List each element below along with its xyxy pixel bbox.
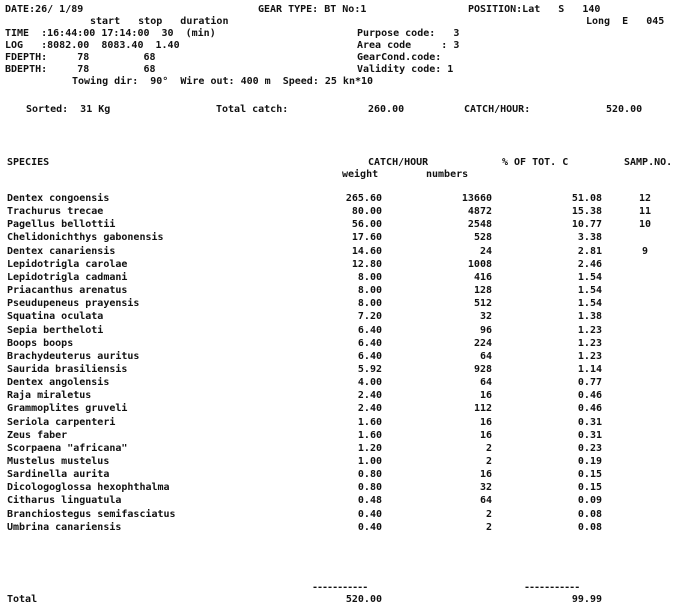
catch-numbers: 2 [485,442,492,454]
percent-of-total: 0.15 [577,469,602,481]
position-lat-label: POSITION:Lat S 140 [468,4,601,15]
catch-weight: 80.00 [351,206,382,218]
catch-weight: 14.60 [351,245,382,257]
gear-type-label: GEAR TYPE: BT No:1 [258,4,367,15]
table-row [0,245,700,258]
weight-header: weight [342,169,379,180]
table-row [0,271,700,284]
species-name: Dentex canariensis [7,245,116,257]
species-name: Sepia bertheloti [7,324,104,336]
catch-numbers: 24 [479,245,492,257]
species-name: Citharus linguatula [7,495,122,507]
log-row: LOG :8082.00 8083.40 1.40 [5,40,180,51]
catch-numbers: 16 [479,469,492,481]
percent-of-total: 0.15 [577,482,602,494]
table-row [0,455,700,468]
pct-tot-header: % OF TOT. C [502,157,569,168]
percent-of-total: 3.38 [577,232,602,244]
catch-weight: 6.40 [357,337,382,349]
species-name: Priacanthus arenatus [7,285,128,297]
table-row [0,231,700,244]
validity-code: Validity code: 1 [357,64,454,75]
catch-weight: 6.40 [357,350,382,362]
table-row [0,429,700,442]
catch-numbers: 32 [479,311,492,323]
percent-of-total: 10.77 [571,219,602,231]
table-row [0,258,700,271]
catch-numbers: 2 [485,508,492,520]
catch-numbers: 64 [479,377,492,389]
catch-numbers: 112 [473,403,492,415]
species-name: Mustelus mustelus [7,456,110,467]
catch-weight: 0.80 [357,482,382,494]
table-row [0,297,700,310]
species-name: Seriola carpenteri [7,416,116,428]
gearcond-code: GearCond.code: [357,52,442,63]
catch-weight: 0.48 [357,495,382,507]
percent-of-total: 0.77 [577,377,602,389]
percent-of-total: 2.81 [577,245,602,257]
catch-weight: 2.40 [357,390,382,402]
sorted-label: Sorted: 31 Kg [26,104,111,115]
table-row [0,192,700,205]
table-row [0,416,700,429]
sample-number: 11 [638,206,652,218]
catch-numbers: 128 [473,285,492,297]
sample-number: 12 [638,193,652,204]
species-name: Branchiostegus semifasciatus [7,508,176,520]
catch-weight: 265.60 [345,193,382,204]
area-code: Area code : 3 [357,40,460,51]
catch-numbers: 4872 [467,206,492,218]
table-row [0,521,700,534]
percent-of-total: 1.38 [577,311,602,323]
species-name: Zeus faber [7,429,68,441]
percent-of-total: 1.54 [577,271,602,283]
position-long-label: Long E 045 [586,16,665,27]
species-name: Brachydeuterus auritus [7,350,140,362]
purpose-code: Purpose code: 3 [357,28,460,39]
catch-weight: 17.60 [351,232,382,244]
species-name: Boops boops [7,337,74,349]
species-name: Umbrina canariensis [7,521,122,533]
percent-of-total: 0.46 [577,390,602,402]
catch-numbers: 2548 [467,219,492,231]
percent-of-total: 0.08 [577,521,602,533]
catch-numbers: 64 [479,350,492,362]
percent-of-total: 1.54 [577,298,602,310]
species-name: Lepidotrigla cadmani [7,271,128,283]
percent-of-total: 0.31 [577,416,602,428]
table-row [0,494,700,507]
percent-of-total: 1.23 [577,350,602,362]
catch-numbers: 2 [485,521,492,533]
samp-no-header: SAMP.NO. [624,157,673,168]
catch-hour-header: CATCH/HOUR [368,157,429,168]
percent-of-total: 1.23 [577,324,602,336]
catch-numbers: 96 [479,324,492,336]
species-name: Raja miraletus [7,390,92,402]
percent-of-total: 1.23 [577,337,602,349]
catch-weight: 8.00 [357,271,382,283]
total-label: Total [7,594,38,605]
percent-of-total: 1.14 [577,363,602,375]
numbers-header: numbers [426,169,469,180]
catch-numbers: 416 [473,271,492,283]
catch-weight: 8.00 [357,298,382,310]
catch-numbers: 16 [479,390,492,402]
species-name: Saurida brasiliensis [7,363,128,375]
catch-numbers: 32 [479,482,492,494]
species-name: Sardinella aurita [7,469,110,481]
percent-of-total: 0.08 [577,508,602,520]
species-name: Pagellus bellottii [7,219,116,231]
fdepth-row: FDEPTH: 78 68 [5,52,156,63]
weight-total-rule: ----------- [312,582,368,593]
species-name: Trachurus trecae [7,206,104,218]
catch-numbers: 2 [485,456,492,467]
total-catch-value: 260.00 [368,104,405,115]
catch-weight: 2.40 [357,403,382,415]
towing-row: Towing dir: 90° Wire out: 400 m Speed: 25 kn*10 [72,76,374,87]
species-name: Dentex angolensis [7,377,110,389]
catch-numbers: 13660 [461,193,492,204]
percent-of-total: 2.46 [577,258,602,270]
total-catch-label: Total catch: [216,104,289,115]
table-row [0,205,700,218]
percent-of-total: 0.19 [577,456,602,467]
table-row [0,376,700,389]
percent-of-total: 51.08 [571,193,602,204]
catch-weight: 56.00 [351,219,382,231]
species-name: Lepidotrigla carolae [7,258,128,270]
species-name: Squatina oculata [7,311,104,323]
catch-weight: 12.80 [351,258,382,270]
bdepth-row: BDEPTH: 78 68 [5,64,156,75]
catch-numbers: 512 [473,298,492,310]
catch-weight: 8.00 [357,285,382,297]
percent-of-total: 15.38 [571,206,602,218]
species-name: Dicologoglossa hexophthalma [7,482,170,494]
table-row [0,468,700,481]
table-row [0,284,700,297]
table-row [0,508,700,521]
catch-numbers: 16 [479,416,492,428]
catch-weight: 0.40 [357,521,382,533]
percent-of-total: 1.54 [577,285,602,297]
pct-total-rule: ----------- [524,582,580,593]
catch-weight: 1.20 [357,442,382,454]
catch-numbers: 16 [479,429,492,441]
table-row [0,363,700,376]
catch-numbers: 224 [473,337,492,349]
table-row [0,481,700,494]
species-name: Dentex congoensis [7,193,110,204]
catch-weight: 0.40 [357,508,382,520]
catch-weight: 7.20 [357,311,382,323]
sample-number: 10 [638,219,652,231]
date-label: DATE:26/ 1/89 [5,4,84,15]
species-name: Grammoplites gruveli [7,403,128,415]
table-row [0,324,700,337]
catch-numbers: 64 [479,495,492,507]
total-pct: 99.99 [571,594,602,605]
catch-numbers: 928 [473,363,492,375]
catch-weight: 6.40 [357,324,382,336]
catch-weight: 5.92 [357,363,382,375]
table-row [0,350,700,363]
catch-numbers: 528 [473,232,492,244]
table-row [0,389,700,402]
catch-hour-label: CATCH/HOUR: [464,104,531,115]
percent-of-total: 0.09 [577,495,602,507]
catch-hour-value: 520.00 [606,104,643,115]
catch-weight: 1.60 [357,429,382,441]
table-row [0,218,700,231]
catch-weight: 1.60 [357,416,382,428]
time-row: TIME :16:44:00 17:14:00 30 (min) [5,28,216,39]
catch-weight: 0.80 [357,469,382,481]
column-labels: start stop duration [90,16,229,27]
table-row [0,402,700,415]
percent-of-total: 0.46 [577,403,602,415]
species-header: SPECIES [7,157,50,168]
percent-of-total: 0.23 [577,442,602,454]
percent-of-total: 0.31 [577,429,602,441]
catch-numbers: 1008 [467,258,492,270]
species-name: Pseudupeneus prayensis [7,298,140,310]
table-row [0,442,700,455]
species-name: Scorpaena "africana" [7,442,128,454]
sample-number: 9 [641,245,649,257]
total-weight: 520.00 [345,594,382,605]
catch-weight: 4.00 [357,377,382,389]
catch-weight: 1.00 [357,456,382,467]
table-row [0,337,700,350]
species-name: Chelidonichthys gabonensis [7,232,164,244]
table-row [0,310,700,323]
